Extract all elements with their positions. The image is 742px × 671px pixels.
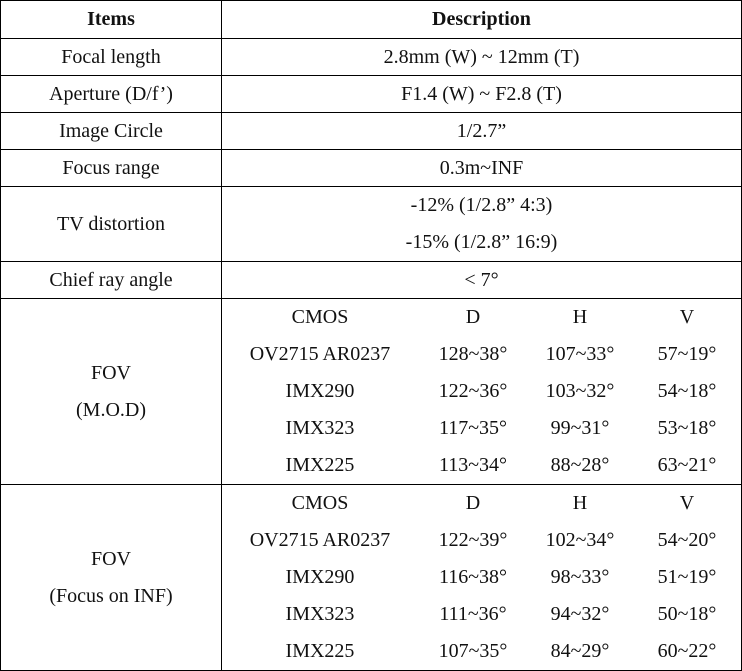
cmos-name: IMX225 xyxy=(285,640,355,662)
item-label: Chief ray angle xyxy=(1,262,222,299)
fov-label-condition: (Focus on INF) xyxy=(49,584,173,607)
fov-d: 117~35° xyxy=(438,417,508,439)
row-fov-inf xyxy=(1,485,742,671)
distortion-value-4-3: -12% (1/2.8” 4:3) xyxy=(410,194,553,216)
cmos-name: IMX323 xyxy=(285,603,355,625)
table-row xyxy=(222,559,742,596)
row-image-circle xyxy=(1,113,742,150)
fov-d: 111~36° xyxy=(439,603,507,625)
fov-d: 122~39° xyxy=(438,529,508,551)
fov-v: 53~18° xyxy=(657,417,717,439)
row-chief-ray-angle xyxy=(1,262,742,299)
fov-v: 63~21° xyxy=(657,454,717,476)
table-row xyxy=(222,522,742,559)
item-label: Focus range xyxy=(1,150,222,187)
row-fov-mod xyxy=(1,299,742,485)
col-header-h: H xyxy=(572,492,588,514)
fov-h: 94~32° xyxy=(550,603,610,625)
fov-v: 51~19° xyxy=(657,566,717,588)
fov-inf-label xyxy=(1,485,222,671)
fov-inf-subtable xyxy=(222,485,742,670)
fov-d: 128~38° xyxy=(438,343,508,365)
fov-subtable-header xyxy=(222,485,742,522)
fov-mod-subtable xyxy=(222,299,742,484)
fov-v: 57~19° xyxy=(657,343,717,365)
table-row xyxy=(222,633,742,670)
fov-v: 60~22° xyxy=(657,640,717,662)
item-value: F1.4 (W) ~ F2.8 (T) xyxy=(222,76,742,113)
item-value xyxy=(222,187,742,262)
header-row xyxy=(1,1,742,39)
table-row xyxy=(222,373,742,410)
row-aperture xyxy=(1,76,742,113)
cmos-name: IMX225 xyxy=(285,454,355,476)
fov-mod-values xyxy=(222,299,742,485)
col-header-v: V xyxy=(679,306,695,328)
table-row xyxy=(222,447,742,484)
fov-d: 116~38° xyxy=(438,566,508,588)
fov-label-condition: (M.O.D) xyxy=(76,398,146,421)
col-header-cmos: CMOS xyxy=(291,492,349,514)
fov-h: 107~33° xyxy=(545,343,615,365)
col-header-v: V xyxy=(679,492,695,514)
item-value: 2.8mm (W) ~ 12mm (T) xyxy=(222,39,742,76)
table-row xyxy=(222,336,742,373)
fov-v: 50~18° xyxy=(657,603,717,625)
fov-label-title: FOV xyxy=(90,547,131,570)
fov-v: 54~20° xyxy=(657,529,717,551)
fov-v: 54~18° xyxy=(657,380,717,402)
fov-subtable-header xyxy=(222,299,742,336)
item-label: TV distortion xyxy=(1,187,222,262)
row-tv-distortion xyxy=(1,187,742,262)
row-focus-range xyxy=(1,150,742,187)
cmos-name: IMX290 xyxy=(285,380,355,402)
cmos-name: IMX290 xyxy=(285,566,355,588)
fov-h: 103~32° xyxy=(545,380,615,402)
col-header-d: D xyxy=(465,492,481,514)
fov-h: 99~31° xyxy=(550,417,610,439)
fov-d: 107~35° xyxy=(438,640,508,662)
table-row xyxy=(222,410,742,447)
fov-label-title: FOV xyxy=(90,361,131,384)
col-header-h: H xyxy=(572,306,588,328)
fov-h: 88~28° xyxy=(550,454,610,476)
col-header-d: D xyxy=(465,306,481,328)
row-focal-length xyxy=(1,39,742,76)
cmos-name: OV2715 AR0237 xyxy=(249,343,391,365)
fov-h: 84~29° xyxy=(550,640,610,662)
fov-h: 98~33° xyxy=(550,566,610,588)
item-label: Image Circle xyxy=(1,113,222,150)
fov-mod-label xyxy=(1,299,222,485)
fov-d: 122~36° xyxy=(438,380,508,402)
col-header-cmos: CMOS xyxy=(291,306,349,328)
header-description: Description xyxy=(222,1,742,39)
cmos-name: IMX323 xyxy=(285,417,355,439)
item-value: 1/2.7” xyxy=(222,113,742,150)
fov-inf-values xyxy=(222,485,742,671)
item-value: < 7° xyxy=(222,262,742,299)
item-label: Aperture (D/f’) xyxy=(1,76,222,113)
cmos-name: OV2715 AR0237 xyxy=(249,529,391,551)
item-label: Focal length xyxy=(1,39,222,76)
header-items: Items xyxy=(1,1,222,39)
table-row xyxy=(222,596,742,633)
fov-h: 102~34° xyxy=(545,529,615,551)
item-value: 0.3m~INF xyxy=(222,150,742,187)
distortion-value-16-9: -15% (1/2.8” 16:9) xyxy=(405,231,558,253)
fov-d: 113~34° xyxy=(438,454,508,476)
